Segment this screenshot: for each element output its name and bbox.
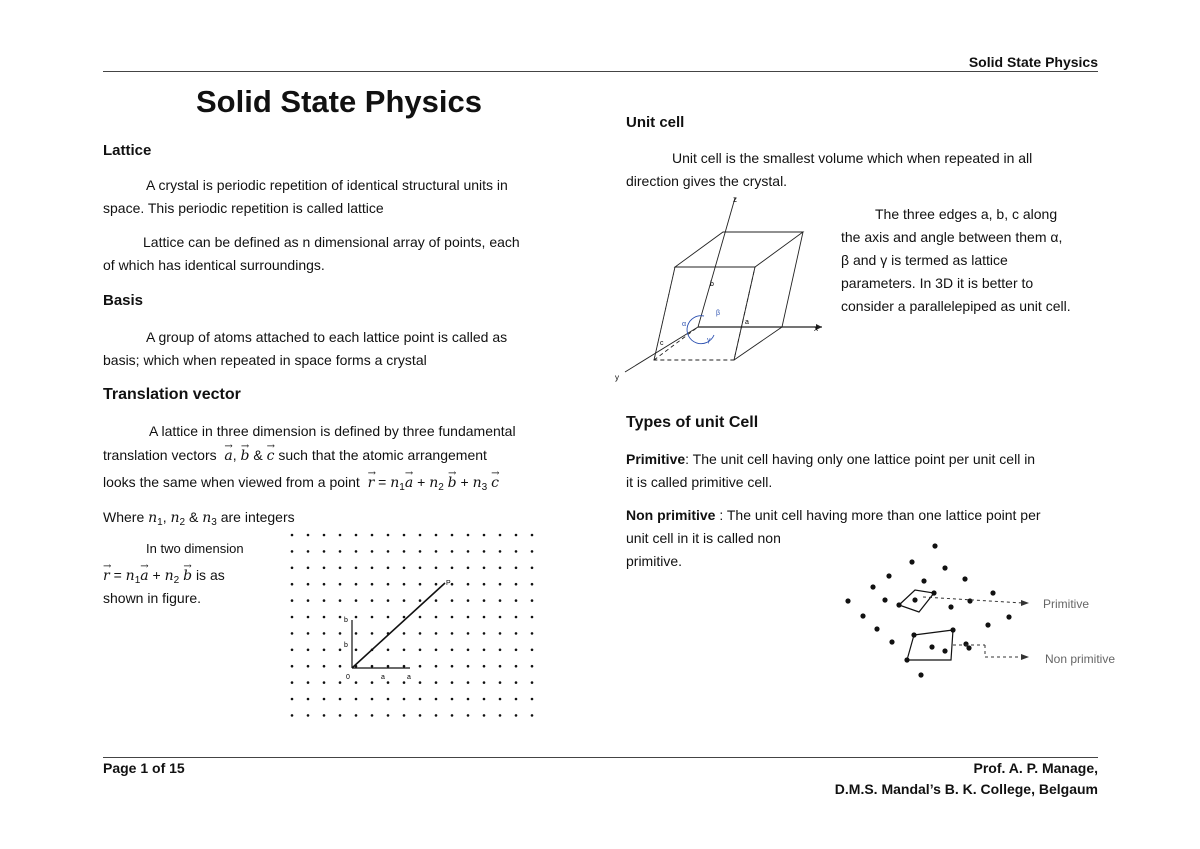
header-rule: [103, 71, 1098, 72]
lattice-dot: [499, 649, 502, 652]
two-dim-equation: → $r = n_1\to a + n_2 \to b$ is as: [103, 564, 225, 592]
lattice-dot: [435, 550, 438, 553]
cell-edge: [734, 267, 755, 360]
lattice-dot: [451, 714, 454, 717]
lattice-text-line: space. This periodic repetition is called lattice: [103, 200, 384, 216]
cell-back-face: [654, 267, 755, 360]
lattice-dot: [387, 665, 390, 668]
lattice-params-line: β and γ is termed as lattice: [841, 252, 1008, 268]
lattice-dot: [307, 534, 310, 537]
lattice-dot: [355, 698, 358, 701]
lattice-dot: [291, 632, 294, 635]
lattice-dot: [291, 550, 294, 553]
types-heading: Types of unit Cell: [626, 414, 759, 431]
label-origin: 0: [346, 674, 350, 681]
unit-cell-heading: Unit cell: [626, 114, 685, 131]
basis-text-line: A group of atoms attached to each lattice point is called as: [146, 329, 508, 345]
lattice-dot: [515, 698, 518, 701]
lattice-dot: [323, 632, 326, 635]
lattice-dot: [419, 632, 422, 635]
lattice-dot: [403, 714, 406, 717]
lattice-dot: [483, 583, 486, 586]
nonprimitive-definition-line: unit cell in it is called non: [626, 530, 781, 546]
lattice-dot: [291, 665, 294, 668]
lattice-dot: [371, 567, 374, 570]
lattice-dot: [451, 567, 454, 570]
lattice-dot: [387, 599, 390, 602]
label-b: b: [710, 281, 714, 288]
primitive-label: Primitive: [1043, 597, 1090, 611]
unit-cell-text-line: Unit cell is the smallest volume which when repeated in all: [672, 150, 1033, 166]
figure-unit-cell-types: [835, 535, 1135, 685]
label-a: a: [381, 674, 385, 681]
lattice-dot: [307, 616, 310, 619]
lattice-dot: [371, 534, 374, 537]
lattice-dot: [419, 714, 422, 717]
lattice-dot: [483, 714, 486, 717]
lattice-dot: [419, 599, 422, 602]
z-axis-line: [698, 198, 735, 327]
lattice-dot: [419, 616, 422, 619]
lattice-dot: [483, 550, 486, 553]
lattice-dot: [403, 567, 406, 570]
author-name: Prof. A. P. Manage,: [973, 760, 1098, 776]
lattice-dot: [451, 698, 454, 701]
y-axis-line: [625, 327, 698, 372]
lattice-dot: [323, 599, 326, 602]
translation-heading: Translation vector: [103, 386, 241, 403]
lattice-dot: [371, 599, 374, 602]
lattice-dot: [483, 665, 486, 668]
lattice-dot: [499, 599, 502, 602]
lattice-dot-grid: [291, 534, 534, 717]
basis-heading: Basis: [103, 292, 144, 309]
lattice-dot: [467, 599, 470, 602]
lattice-dot: [499, 681, 502, 684]
lattice-dot: [467, 632, 470, 635]
nonprimitive-arrowhead: [1021, 654, 1029, 660]
label-b-end: b: [344, 617, 348, 624]
lattice-dot: [499, 616, 502, 619]
page-number: Page 1 of 15: [103, 760, 185, 776]
lattice-dot: [515, 616, 518, 619]
lattice-dot: [435, 698, 438, 701]
translation-text-line: looks the same when viewed from a point → $r = n_1\to a + n_2 \to b + n_3 \to c$: [103, 471, 499, 499]
lattice-dot: [403, 698, 406, 701]
lattice-dot: [291, 714, 294, 717]
translation-text-line: A lattice in three dimension is defined by three fundamental: [149, 423, 516, 439]
lattice-dot: [467, 714, 470, 717]
lattice-dot: [483, 599, 486, 602]
lattice-dot: [483, 698, 486, 701]
nonprimitive-label: Non primitive: [1045, 652, 1116, 666]
lattice-dot: [387, 616, 390, 619]
lattice-dot: [483, 534, 486, 537]
integers-line: Where $n_1$, $n_2$ & $n_3$ are integers: [103, 509, 295, 528]
lattice-dot: [307, 698, 310, 701]
lattice-dot: [531, 567, 534, 570]
lattice-dot: [451, 550, 454, 553]
lattice-dot: [291, 567, 294, 570]
lattice-dot: [307, 550, 310, 553]
lattice-dot: [419, 550, 422, 553]
lattice-dot: [515, 599, 518, 602]
footer-rule: [103, 757, 1098, 758]
lattice-dot: [515, 649, 518, 652]
lattice-dot: [419, 681, 422, 684]
lattice-dot: [371, 665, 374, 668]
lattice-dot: [531, 714, 534, 717]
lattice-dot: [371, 632, 374, 635]
lattice-dot: [355, 714, 358, 717]
lattice-params-line: parameters. In 3D it is better to: [841, 275, 1034, 291]
lattice-dot: [307, 665, 310, 668]
lattice-dot: [403, 681, 406, 684]
lattice-dot: [515, 714, 518, 717]
label-gamma: γ: [707, 337, 711, 344]
lattice-dot: [403, 632, 406, 635]
lattice-dot: [531, 550, 534, 553]
lattice-dot: [515, 583, 518, 586]
lattice-dot: [499, 665, 502, 668]
lattice-dot: [531, 632, 534, 635]
lattice-dot: [467, 665, 470, 668]
lattice-dot: [339, 632, 342, 635]
lattice-dot: [307, 567, 310, 570]
lattice-dot: [435, 714, 438, 717]
lattice-dot: [483, 632, 486, 635]
lattice-params-line: the axis and angle between them α,: [841, 229, 1063, 245]
lattice-dot: [419, 583, 422, 586]
running-header: Solid State Physics: [968, 54, 1098, 70]
label-beta: β: [716, 310, 721, 317]
lattice-dot: [371, 714, 374, 717]
figure-3d-unit-cell: [610, 190, 835, 390]
lattice-dot: [371, 550, 374, 553]
primitive-pointer-line: [923, 597, 1023, 603]
label-point-p: P: [446, 580, 451, 587]
lattice-dot: [355, 534, 358, 537]
lattice-dot: [483, 616, 486, 619]
lattice-dot: [499, 714, 502, 717]
label-y: y: [615, 373, 619, 382]
lattice-dot: [419, 698, 422, 701]
lattice-dot: [451, 632, 454, 635]
lattice-dot: [339, 698, 342, 701]
lattice-dot: [355, 550, 358, 553]
label-a: a: [745, 319, 749, 326]
position-vector-r: [352, 583, 445, 668]
lattice-dot: [355, 632, 358, 635]
lattice-dot: [323, 534, 326, 537]
lattice-text-line: A crystal is periodic repetition of identical structural units in: [146, 177, 508, 193]
lattice-dot: [403, 599, 406, 602]
cell-edge: [734, 327, 782, 360]
lattice-dot: [531, 698, 534, 701]
lattice-dot: [291, 534, 294, 537]
lattice-dot: [435, 567, 438, 570]
lattice-dot: [323, 649, 326, 652]
primitive-definition: Primitive: The unit cell having only one lattice point per unit cell in: [626, 451, 1036, 467]
cell-top-face: [675, 232, 803, 267]
lattice-dot: [323, 714, 326, 717]
lattice-dot: [291, 583, 294, 586]
lattice-dot: [339, 599, 342, 602]
lattice-dot: [355, 567, 358, 570]
lattice-dot: [339, 550, 342, 553]
lattice-dot: [515, 567, 518, 570]
lattice-dot: [531, 681, 534, 684]
label-x: x: [814, 324, 818, 333]
lattice-dot: [499, 698, 502, 701]
lattice-dot: [499, 567, 502, 570]
lattice-dot: [323, 550, 326, 553]
lattice-dot: [355, 649, 358, 652]
lattice-dot: [467, 550, 470, 553]
lattice-dot: [339, 583, 342, 586]
lattice-dot: [403, 583, 406, 586]
lattice-dot: [387, 567, 390, 570]
lattice-dot: [419, 665, 422, 668]
primitive-definition-line: it is called primitive cell.: [626, 474, 773, 490]
lattice-dot: [403, 616, 406, 619]
label-z: z: [733, 195, 737, 204]
figure-2d-lattice: [280, 525, 550, 725]
lattice-dot: [403, 649, 406, 652]
lattice-dot: [339, 714, 342, 717]
lattice-dot: [339, 616, 342, 619]
lattice-dot: [531, 616, 534, 619]
lattice-dot: [483, 649, 486, 652]
lattice-dot: [531, 649, 534, 652]
lattice-dot: [515, 550, 518, 553]
lattice-dot: [435, 599, 438, 602]
lattice-dot: [467, 616, 470, 619]
lattice-dot: [387, 714, 390, 717]
lattice-dot: [371, 698, 374, 701]
two-dim-caption: shown in figure.: [103, 590, 202, 606]
lattice-dot: [307, 599, 310, 602]
lattice-dot: [291, 649, 294, 652]
lattice-dot: [403, 550, 406, 553]
lattice-dot: [323, 616, 326, 619]
lattice-text-line: Lattice can be defined as n dimensional array of points, each: [143, 234, 520, 250]
cell-edge: [782, 232, 803, 327]
nonprimitive-cell-outline: [907, 630, 953, 660]
nonprimitive-definition: Non primitive : The unit cell having more than one lattice point per: [626, 507, 1041, 523]
lattice-dot: [499, 534, 502, 537]
lattice-dot: [451, 583, 454, 586]
lattice-dot: [387, 681, 390, 684]
lattice-dot: [323, 583, 326, 586]
lattice-dot: [467, 649, 470, 652]
lattice-dot: [307, 649, 310, 652]
lattice-heading: Lattice: [103, 142, 152, 159]
lattice-dot: [355, 583, 358, 586]
lattice-params-line: The three edges a, b, c along: [875, 206, 1058, 222]
lattice-dot: [435, 649, 438, 652]
lattice-dot: [307, 681, 310, 684]
lattice-dot: [371, 681, 374, 684]
lattice-dot: [467, 583, 470, 586]
lattice-text-line: of which has identical surroundings.: [103, 257, 325, 273]
lattice-dot: [371, 616, 374, 619]
lattice-dot: [387, 550, 390, 553]
lattice-dot: [531, 599, 534, 602]
page-title: Solid State Physics: [196, 84, 482, 119]
lattice-dot: [307, 632, 310, 635]
lattice-dot: [435, 583, 438, 586]
lattice-dot: [419, 534, 422, 537]
lattice-dot: [339, 649, 342, 652]
lattice-dot: [451, 599, 454, 602]
lattice-dot: [515, 534, 518, 537]
lattice-dot: [403, 665, 406, 668]
lattice-dot: [451, 649, 454, 652]
lattice-dot: [515, 665, 518, 668]
lattice-dot: [419, 567, 422, 570]
label-b: b: [344, 642, 348, 649]
label-a-end: a: [407, 674, 411, 681]
nonprimitive-definition-line: primitive.: [626, 553, 683, 569]
lattice-dot: [323, 698, 326, 701]
lattice-dot: [451, 534, 454, 537]
lattice-dot: [307, 714, 310, 717]
lattice-params-line: consider a parallelepiped as unit cell.: [841, 298, 1071, 314]
lattice-dot: [339, 665, 342, 668]
lattice-dot: [499, 583, 502, 586]
lattice-dot: [339, 681, 342, 684]
lattice-dot: [291, 616, 294, 619]
lattice-dot: [531, 665, 534, 668]
basis-text-line: basis; which when repeated in space forms a crystal: [103, 352, 427, 368]
lattice-dot: [323, 681, 326, 684]
lattice-dot: [371, 583, 374, 586]
lattice-dot: [435, 616, 438, 619]
lattice-dot: [355, 616, 358, 619]
lattice-dot: [387, 534, 390, 537]
lattice-dot: [499, 632, 502, 635]
primitive-arrowhead: [1021, 600, 1029, 606]
lattice-dot: [451, 665, 454, 668]
label-c: c: [660, 340, 664, 347]
lattice-dot: [307, 583, 310, 586]
lattice-dot: [387, 649, 390, 652]
lattice-dot: [467, 534, 470, 537]
lattice-dot: [531, 583, 534, 586]
lattice-dot: [467, 681, 470, 684]
lattice-dot: [451, 616, 454, 619]
lattice-dot: [339, 534, 342, 537]
lattice-dot: [499, 550, 502, 553]
lattice-dot: [483, 567, 486, 570]
lattice-dot: [291, 681, 294, 684]
lattice-dot: [515, 632, 518, 635]
lattice-dot: [339, 567, 342, 570]
lattice-dot: [323, 665, 326, 668]
lattice-dot: [531, 534, 534, 537]
lattice-dot: [435, 632, 438, 635]
unit-cell-text-line: direction gives the crystal.: [626, 173, 788, 189]
lattice-dot: [387, 583, 390, 586]
lattice-dot: [403, 534, 406, 537]
label-alpha: α: [682, 321, 687, 328]
lattice-dot: [355, 599, 358, 602]
lattice-dot: [467, 567, 470, 570]
two-dim-label: In two dimension: [146, 541, 244, 556]
lattice-dot: [291, 599, 294, 602]
translation-text-line: translation vectors → a, → b & → c such that the atomic arrangement: [103, 444, 487, 468]
lattice-dot: [435, 665, 438, 668]
lattice-dot: [451, 681, 454, 684]
lattice-dot: [483, 681, 486, 684]
lattice-dot: [323, 567, 326, 570]
lattice-dot: [435, 534, 438, 537]
college-name: D.M.S. Mandal’s B. K. College, Belgaum: [834, 781, 1098, 797]
lattice-dot: [419, 649, 422, 652]
lattice-dot: [355, 681, 358, 684]
lattice-dot: [435, 681, 438, 684]
lattice-dot: [387, 698, 390, 701]
lattice-dot: [467, 698, 470, 701]
lattice-dot: [515, 681, 518, 684]
lattice-dot: [291, 698, 294, 701]
